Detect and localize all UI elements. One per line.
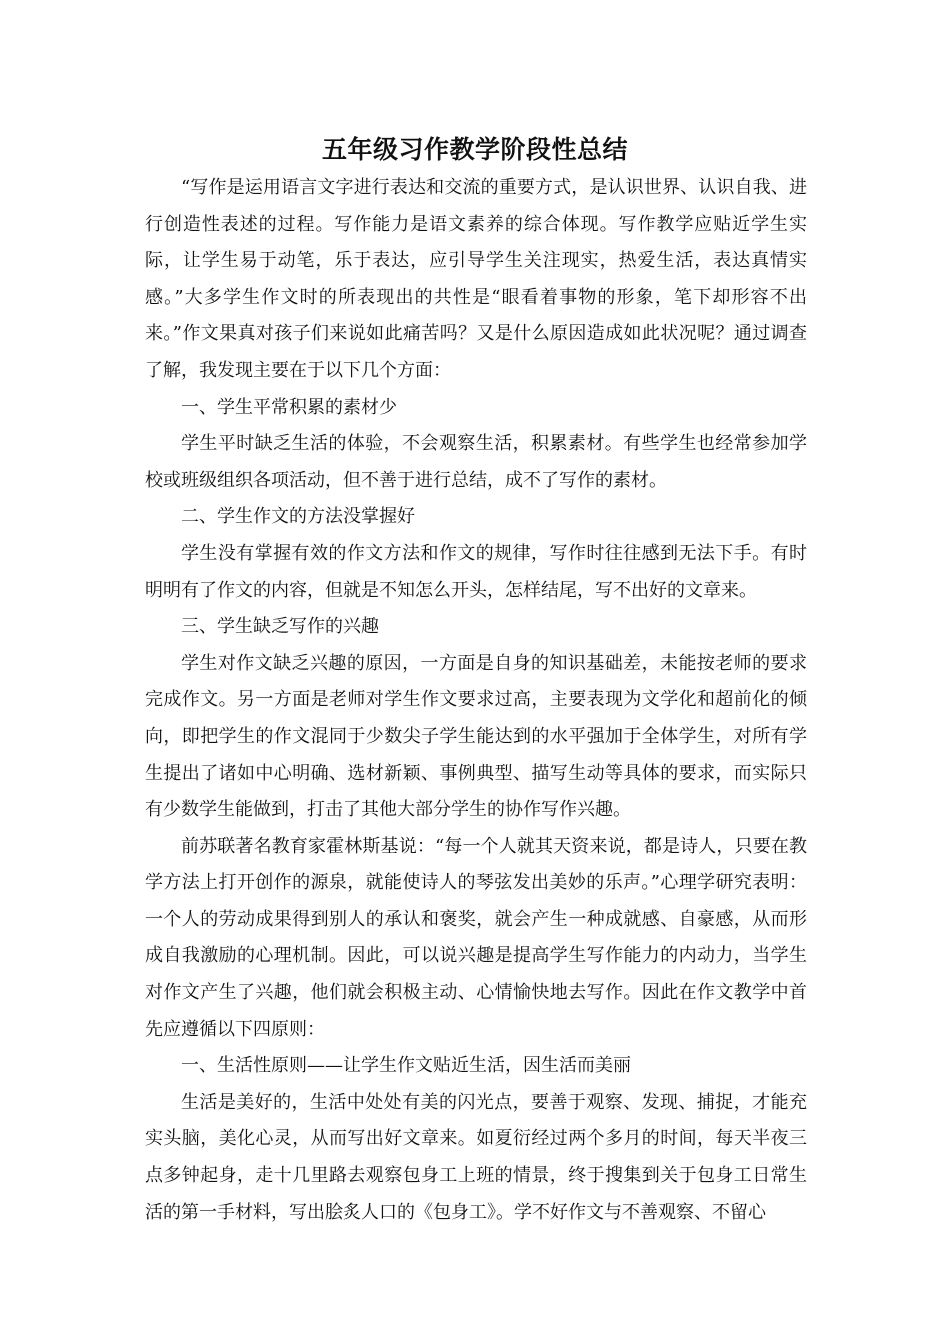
document-title: 五年级习作教学阶段性总结 xyxy=(321,135,628,164)
section-heading-3: 三、学生缺乏写作的兴趣 xyxy=(181,616,379,638)
principles-paragraph: 前苏联著名教育家霍林斯基说：“每一个人就其天资来说，都是诗人，只要在教学方法上打开创作的源泉，就能使诗人的琴弦发出美妙的乐声。”心理学研究表明：一个人的劳动成果得到别人的承认和褒奖，就会产生一种成就感、自豪感，从而形成自我激励的心理机制。因此，可以说兴趣是提高学生写作能力的内动力，当学生对作文产生了兴趣，他们就会积极主动、心情愉快地去写作。因此在作文教学中首先应遵循以下四原则： xyxy=(145,835,807,1040)
section-paragraph-1: 学生平时缺乏生活的体验，不会观察生活，积累素材。有些学生也经常参加学校或班级组织各项活动，但不善于进行总结，成不了写作的素材。 xyxy=(145,433,807,491)
section-paragraph-2: 学生没有掌握有效的作文方法和作文的规律，写作时往往感到无法下手。有时明明有了作文的内容，但就是不知怎么开头，怎样结尾，写不出好的文章来。 xyxy=(145,542,807,601)
intro-paragraph: “写作是运用语言文字进行表达和交流的重要方式，是认识世界、认识自我、进行创造性表述的过程。写作能力是语文素养的综合体现。写作教学应贴近学生实际，让学生易于动笔，乐于表达，应引导学生关注现实，热爱生活，表达真情实感。”大多学生作文时的所表现出的共性是“眼看着事物的形象，笔下却形容不出来。”作文果真对孩子们来说如此痛苦吗？又是什么原因造成如此状况呢？通过调查了解，我发现主要在于以下几个方面： xyxy=(145,177,807,381)
document-body xyxy=(145,170,807,1231)
section-heading-2: 二、学生作文的方法没掌握好 xyxy=(181,506,415,528)
section-heading-1: 一、学生平常积累的素材少 xyxy=(181,396,397,418)
principle-heading-1: 一、生活性原则——让学生作文贴近生活，因生活而美丽 xyxy=(181,1055,631,1077)
principle-paragraph-1: 生活是美好的，生活中处处有美的闪光点，要善于观察、发现、捕捉，才能充实头脑，美化心灵，从而写出好文章来。如夏衍经过两个多月的时间，每天半夜三点多钟起身，走十几里路去观察包身工上班的情景，终于搜集到关于包身工日常生活的第一手材料，写出脍炙人口的《包身工》。学不好作文与不善观察、不留心 xyxy=(145,1091,807,1223)
section-paragraph-3: 学生对作文缺乏兴趣的原因，一方面是自身的知识基础差，未能按老师的要求完成作文。另一方面是老师对学生作文要求过高，主要表现为文学化和超前化的倾向，即把学生的作文混同于少数尖子学生能达到的水平强加于全体学生，对所有学生提出了诸如中心明确、选材新颖、事例典型、描写生动等具体的要求，而实际只有少数学生能做到，打击了其他大部分学生的协作写作兴趣。 xyxy=(145,652,807,821)
